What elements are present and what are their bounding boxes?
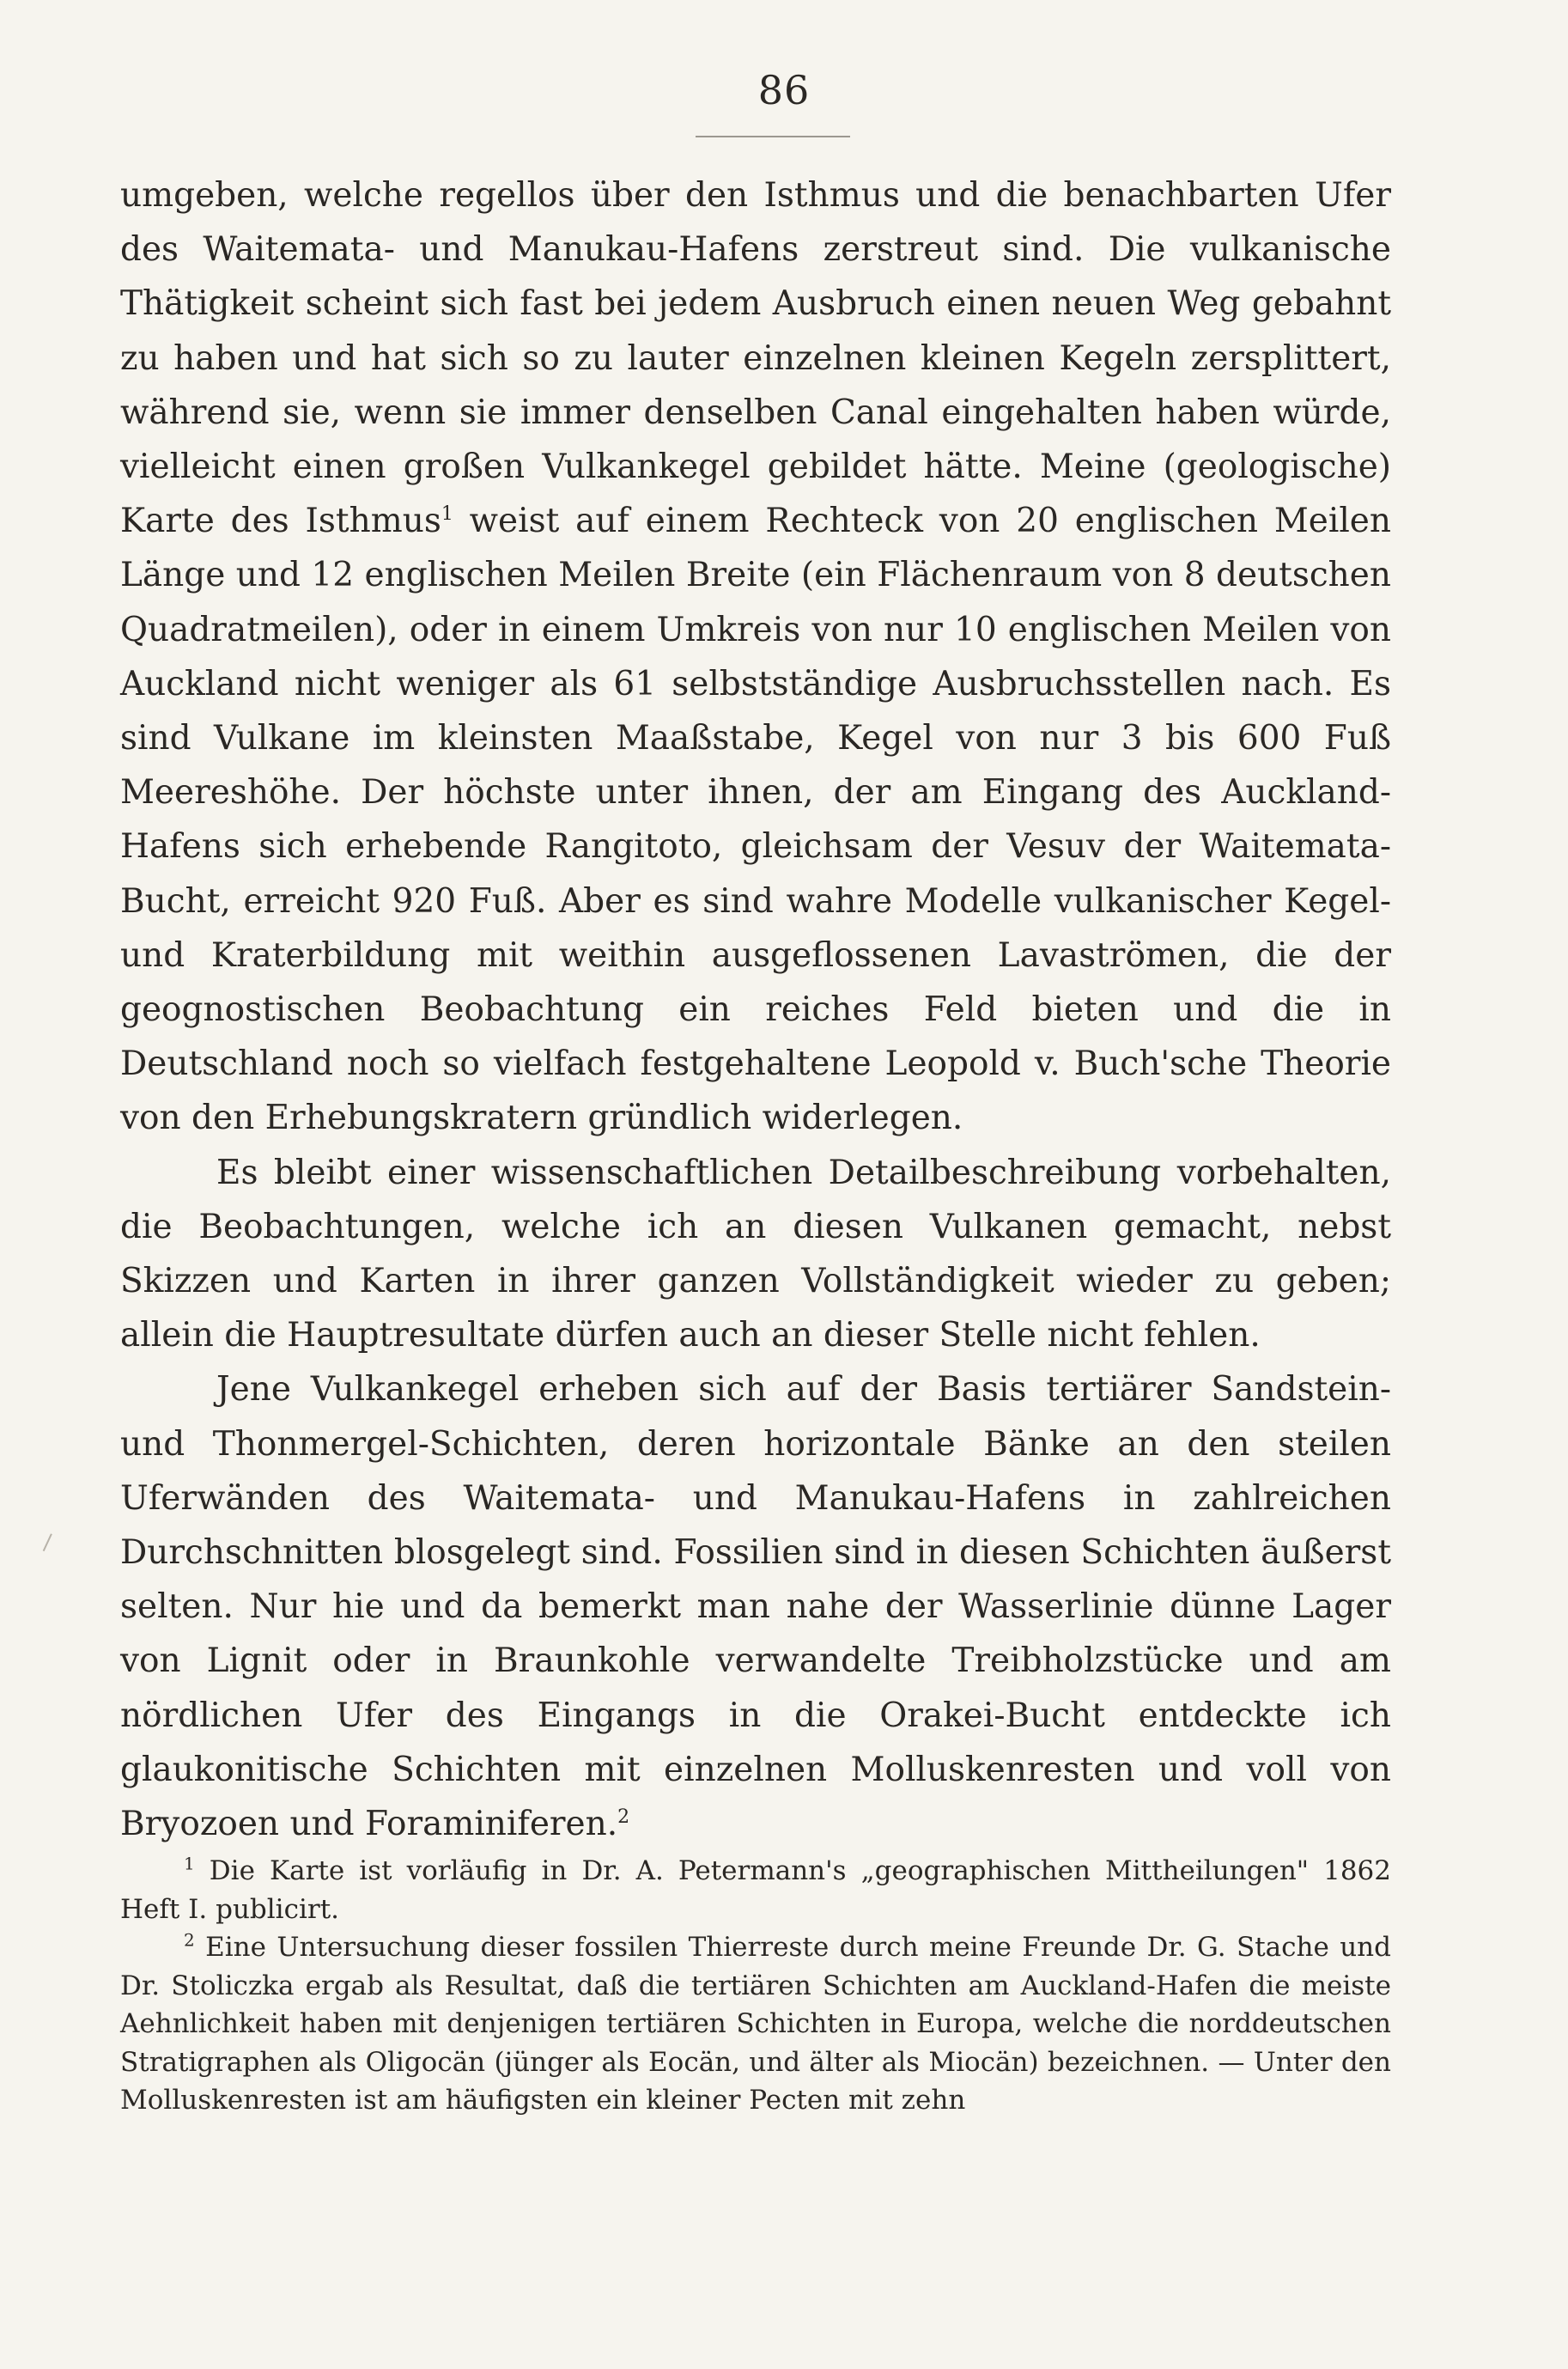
page-number: 86 <box>757 67 811 113</box>
header-rule <box>696 136 850 137</box>
margin-mark <box>43 1533 58 1553</box>
footnote <box>120 1852 1391 1928</box>
footnotes <box>120 1852 1391 2120</box>
footnote-text: Die Karte ist vorläufig in Dr. A. Petermann's „geographischen Mittheilungen" 1862 Heft I. publicirt. <box>120 1855 1391 1925</box>
paragraph-text: umgeben, welche regellos über den Isthmus und die benachbarten Ufer des Waitemata- und Manukau-Hafens zerstreut sind. Die vulkanische Thätigkeit scheint sich fast bei jedem Ausbruch einen neuen Weg gebahnt zu haben und hat sich so zu lauter einzelnen kleinen Kegeln zersplittert, während sie, wenn sie immer denselben Canal eingehalten haben würde, vielleicht einen großen Vulkankegel gebildet hätte. Meine (geologische) Karte des Isthmus <box>120 176 1391 541</box>
paragraph <box>120 168 1391 1146</box>
paragraph-text: Es bleibt einer wissenschaftlichen Detailbeschreibung vorbehalten, die Beobachtungen, welche ich an diesen Vulkanen gemacht, nebst Skizzen und Karten in ihrer ganzen Vollständigkeit wieder zu geben; allein die Hauptresultate dürfen auch an dieser Stelle nicht fehlen. <box>120 1153 1391 1355</box>
footnote-marker: 1 <box>184 1853 195 1874</box>
paragraph-text: weist auf einem Rechteck von 20 englischen Meilen Länge und 12 englischen Meilen Breite (ein Flächenraum von 8 deutschen Quadratmeilen), oder in einem Umkreis von nur 10 englischen Meilen von Auckland nicht weniger als 61 selbstständige Ausbruchsstellen nach. Es sind Vulkane im kleinsten Maaßstabe, Kegel von nur 3 bis 600 Fuß Meereshöhe. Der höchste unter ihnen, der am Eingang des Auckland-Hafens sich erhebende Rangitoto, gleichsam der Vesuv der Waitemata-Bucht, erreicht 920 Fuß. Aber es sind wahre Modelle vulkanischer Kegel- und Kraterbildung mit weithin ausgeflossenen Lavaströmen, die der geognostischen Beobachtung ein reiches Feld bieten und die in Deutschland noch so vielfach festgehaltene Leopold v. Buch'sche Theorie von den Erhebungskratern gründlich widerlegen. <box>120 502 1391 1138</box>
footnote-marker: 2 <box>184 1929 195 1951</box>
body-text <box>120 168 1391 1851</box>
footnote-reference[interactable]: 1 <box>441 503 453 526</box>
footnote-reference[interactable]: 2 <box>617 1806 630 1829</box>
paragraph <box>120 1146 1391 1363</box>
footnote-text: Eine Untersuchung dieser fossilen Thierreste durch meine Freunde Dr. G. Stache und Dr. Stoliczka ergab als Resultat, daß die tertiären Schichten am Auckland-Hafen die meiste Aehnlichkeit haben mit denjenigen tertiären Schichten in Europa, welche die norddeutschen Stratigraphen als Oligocän (jünger als Eocän, und älter als Miocän) bezeichnen. — Unter den Molluskenresten ist am häufigsten ein kleiner Pecten mit zehn <box>120 1932 1391 2116</box>
footnote <box>120 1928 1391 2120</box>
paragraph <box>120 1362 1391 1851</box>
paragraph-text: Jene Vulkankegel erheben sich auf der Basis tertiärer Sandstein- und Thonmergel-Schichten, deren horizontale Bänke an den steilen Uferwänden des Waitemata- und Manukau-Hafens in zahlreichen Durchschnitten blosgelegt sind. Fossilien sind in diesen Schichten äußerst selten. Nur hie und da bemerkt man nahe der Wasserlinie dünne Lager von Lignit oder in Braunkohle verwandelte Treibholzstücke und am nördlichen Ufer des Eingangs in die Orakei-Bucht entdeckte ich glaukonitische Schichten mit einzelnen Molluskenresten und voll von Bryozoen und Foraminiferen. <box>120 1370 1391 1844</box>
